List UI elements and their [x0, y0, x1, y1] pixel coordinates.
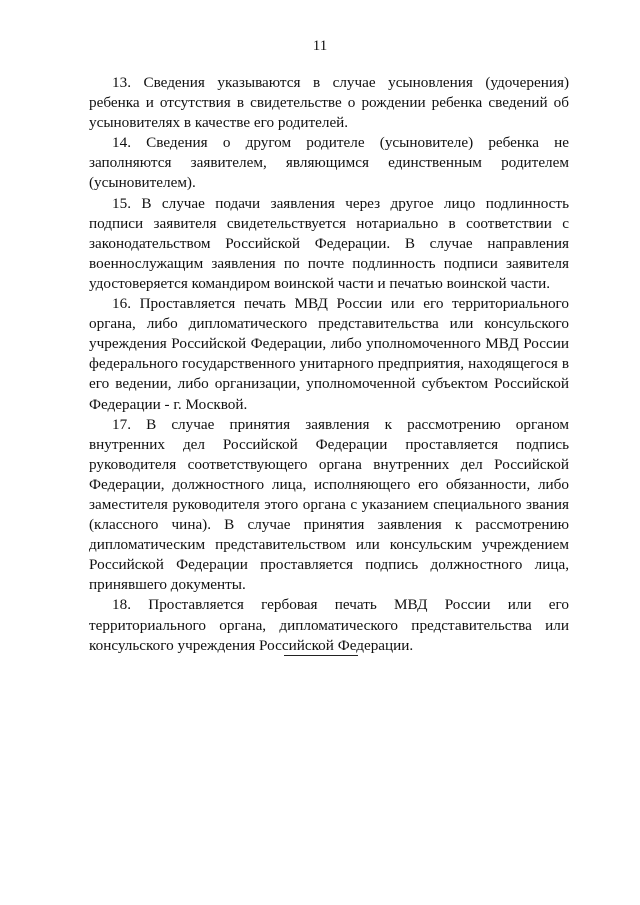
paragraph-17: 17. В случае принятия заявления к рассмотрению органом внутренних дел Российской Федерации проставляется подпись руководителя соответствующего органа внутренних дел Российской Федерации, должностного лица, исполняющего его обязанности, либо заместителя руководителя этого органа с указанием специального звания (классного чина). В случае принятия заявления к рассмотрению дипломатическим представительством или консульским учреждением Российской Федерации проставляется подпись должностного лица, принявшего документы.: [89, 415, 569, 594]
paragraph-14: 14. Сведения о другом родителе (усыновителе) ребенка не заполняются заявителем, являющимся единственным родителем (усыновителем).: [89, 134, 569, 192]
paragraph-18: 18. Проставляется гербовая печать МВД России или его территориального органа, дипломатического представительства или консульского учреждения Российской Федерации.: [89, 596, 569, 654]
paragraph-16: 16. Проставляется печать МВД России или его территориального органа, либо дипломатического представительства или консульского учреждения Российской Федерации, либо уполномоченного МВД России федерального государственного унитарного предприятия, находящегося в его ведении, либо организации, уполномоченной субъектом Российской Федерации - г. Москвой.: [89, 295, 569, 413]
document-body: [89, 73, 569, 656]
end-of-document-rule: [284, 655, 358, 656]
page-number: 11: [312, 38, 328, 54]
paragraph-13: 13. Сведения указываются в случае усыновления (удочерения) ребенка и отсутствия в свидетельстве о рождении ребенка сведений об усыновителях в качестве его родителей.: [89, 74, 569, 132]
paragraph-15: 15. В случае подачи заявления через другое лицо подлинность подписи заявителя свидетельствуется нотариально в соответствии с законодательством Российской Федерации. В случае направления военнослужащим заявления по почте подлинность подписи заявителя удостоверяется командиром воинской части и печатью воинской части.: [89, 194, 569, 292]
